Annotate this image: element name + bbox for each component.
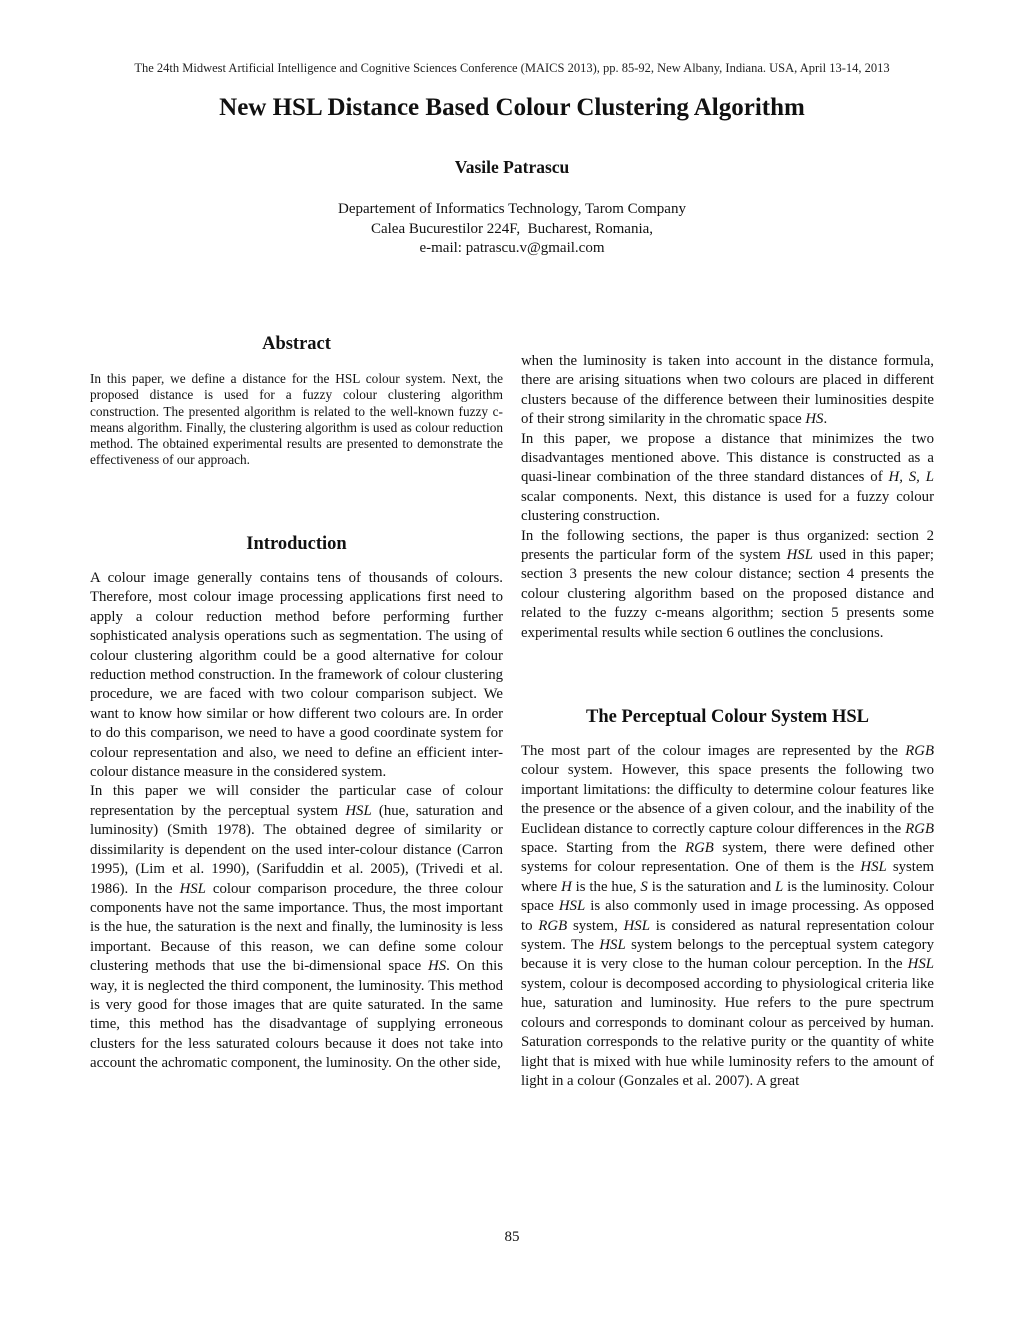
introduction-heading: Introduction — [246, 534, 347, 554]
math-symbol: HSL — [860, 859, 887, 876]
affiliation-line: Departement of Informatics Technology, Tarom Company — [338, 201, 686, 217]
intro-paragraph-4 — [521, 430, 934, 527]
text-run: when the luminosity is taken into account in the distance formula, there are arising situations when two colours are placed in different clusters because of the difference between their luminosities despite of their strong similarity in the chromatic space — [521, 353, 934, 428]
intro-paragraph-3 — [521, 352, 934, 430]
text-run: is the luminosity. Colour space — [521, 878, 934, 915]
author-name: Vasile Patrascu — [454, 157, 570, 177]
text-run: (hue, saturation and luminosity) (Smith 1978). The obtained degree of similarity or dissimilarity is dependent on the used inter-colour distance (Carron 1995), (Lim et al. 1990), (Sarifuddin et al. 2005), (Trivedi et al. 1986). In the — [90, 802, 503, 897]
abstract-body: In this paper, we define a distance for the HSL colour system. Next, the proposed distance is used for a fuzzy colour clustering algorithm construction. The presented algorithm is related to the well-known fuzzy c-means algorithm. Finally, the clustering algorithm is used as colour reduction method. The obtained experimental results are presented to demonstrate the effectiveness of our approach. — [90, 371, 503, 468]
perceptual-body — [521, 742, 934, 1091]
math-symbol: HSL — [599, 937, 626, 954]
math-symbol: HSL — [786, 547, 813, 564]
math-symbol: RGB — [905, 820, 934, 837]
math-symbol: S — [640, 878, 648, 895]
affiliation-address: Calea Bucurestilor 224F, Bucharest, Romania, — [370, 220, 654, 237]
text-run: system belongs to the perceptual system category because it is very close to the human colour perception. In the — [521, 937, 934, 973]
math-symbol: RGB — [538, 917, 568, 934]
math-symbol: HSL — [558, 898, 586, 915]
text-run: The most part of the colour images are represented by the — [521, 743, 906, 759]
author-email: e-mail: patrascu.v@gmail.com — [419, 240, 605, 256]
math-symbol: L — [775, 878, 784, 895]
text-run: scalar components. Next, this distance is used for a fuzzy colour clustering construction. — [521, 488, 934, 525]
text-run: system, there were defined other systems for colour representation. One of them is the — [521, 840, 934, 876]
affiliation-block — [0, 200, 1024, 259]
intro-paragraph-2 — [90, 782, 503, 1073]
left-column-body — [90, 569, 503, 1074]
math-symbol: RGB — [685, 840, 714, 857]
math-symbol: HSL — [345, 802, 372, 819]
text-run: In this paper we will consider the particular case of colour representation by the perceptual system — [90, 783, 503, 819]
text-run: is considered as natural representation colour system. The — [521, 917, 934, 954]
text-run: . On this way, it is neglected the third component, the luminosity. This method is very good for those images that are quite saturated. In the same time, this method has the disadvantage of supplying erroneous clusters for the less saturated colours because it does not take into account the achromatic component, the luminosity. On the other side, — [90, 958, 503, 1072]
math-symbol: HSL — [179, 880, 206, 897]
text-run: space. Starting from the — [521, 840, 686, 857]
text-run: colour comparison procedure, the three colour components have not the same importance. Thus, the most important is the hue, the saturation is the next and finally, the luminosity is less important. Because of this reason, we can define some colour clustering methods that use the bi-dimensional space — [90, 880, 503, 975]
math-symbol: HS — [428, 958, 447, 975]
math-symbol: H — [561, 878, 572, 895]
text-run: In this paper, we propose a distance that minimizes the two disadvantages mentioned above. This distance is constructed as a quasi-linear combination of the three standard distances of — [521, 430, 934, 486]
math-symbol: RGB — [905, 743, 934, 759]
text-run: is also commonly used in image processing. As opposed to — [521, 898, 934, 934]
text-run: . — [823, 411, 828, 428]
perceptual-heading: The Perceptual Colour System HSL — [586, 707, 869, 727]
text-run: In the following sections, the paper is thus organized: section 2 presents the particular form of the system — [521, 527, 934, 564]
running-header: The 24th Midwest Artificial Intelligence and Cognitive Sciences Conference (MAICS 2013), pp. 85-92, New Albany, Indiana. USA, April 13-14, 2013 — [134, 61, 890, 75]
text-run: system, — [567, 917, 624, 934]
intro-paragraph-5 — [521, 527, 934, 643]
text-run: system, colour is decomposed according to physiological criteria like hue, saturation and luminosity. Hue refers to the pure spectrum colours and corresponds to dominant colour as perceived by human. Saturation corresponds to the relative purity or the quantity of white light that is mixed with hue while luminosity refers to the amount of light in a colour (Gonzales et al. 2007). A great — [521, 975, 934, 1089]
text-run: used in this paper; section 3 presents the new colour distance; section 4 presents the colour clustering algorithm based on the proposed distance and related to the fuzzy c-means algorithm; section 5 presents some experimental results while section 6 outlines the conclusions. — [521, 547, 934, 641]
right-column-body — [521, 352, 934, 643]
abstract-heading: Abstract — [262, 334, 331, 354]
text-run: system where — [521, 859, 934, 895]
text-run: is the saturation and — [647, 878, 776, 895]
page-number: 85 — [504, 1229, 520, 1245]
paper-title: New HSL Distance Based Colour Clustering Algorithm — [219, 94, 805, 121]
math-symbol: H, S, L — [888, 469, 934, 486]
text-run: colour system. However, this space presents the following two important limitations: the difficulty to determine colour features like the presence or the absence of a given colour, and the inability of the Euclidean distance to correctly capture colour differences in the — [521, 762, 934, 837]
math-symbol: HS — [805, 411, 824, 428]
math-symbol: HSL — [623, 917, 650, 934]
math-symbol: HSL — [907, 956, 934, 973]
perceptual-paragraph — [521, 742, 934, 1091]
intro-paragraph-1: A colour image generally contains tens of thousands of colours. Therefore, most colour image processing applications first need to apply a colour reduction method before performing further sophisticated analysis operations such as segmentation. The using of colour clustering algorithm could be a good alternative for colour reduction method construction. In the framework of colour clustering procedure, we are faced with two colour comparison subject. We want to know how similar or how different two colours are. In order to do this comparison, we need to have a good coordinate system for colour representation and also, we need to define an efficient inter-colour distance measure in the considered system. — [90, 570, 503, 781]
text-run: is the hue, — [571, 878, 641, 895]
